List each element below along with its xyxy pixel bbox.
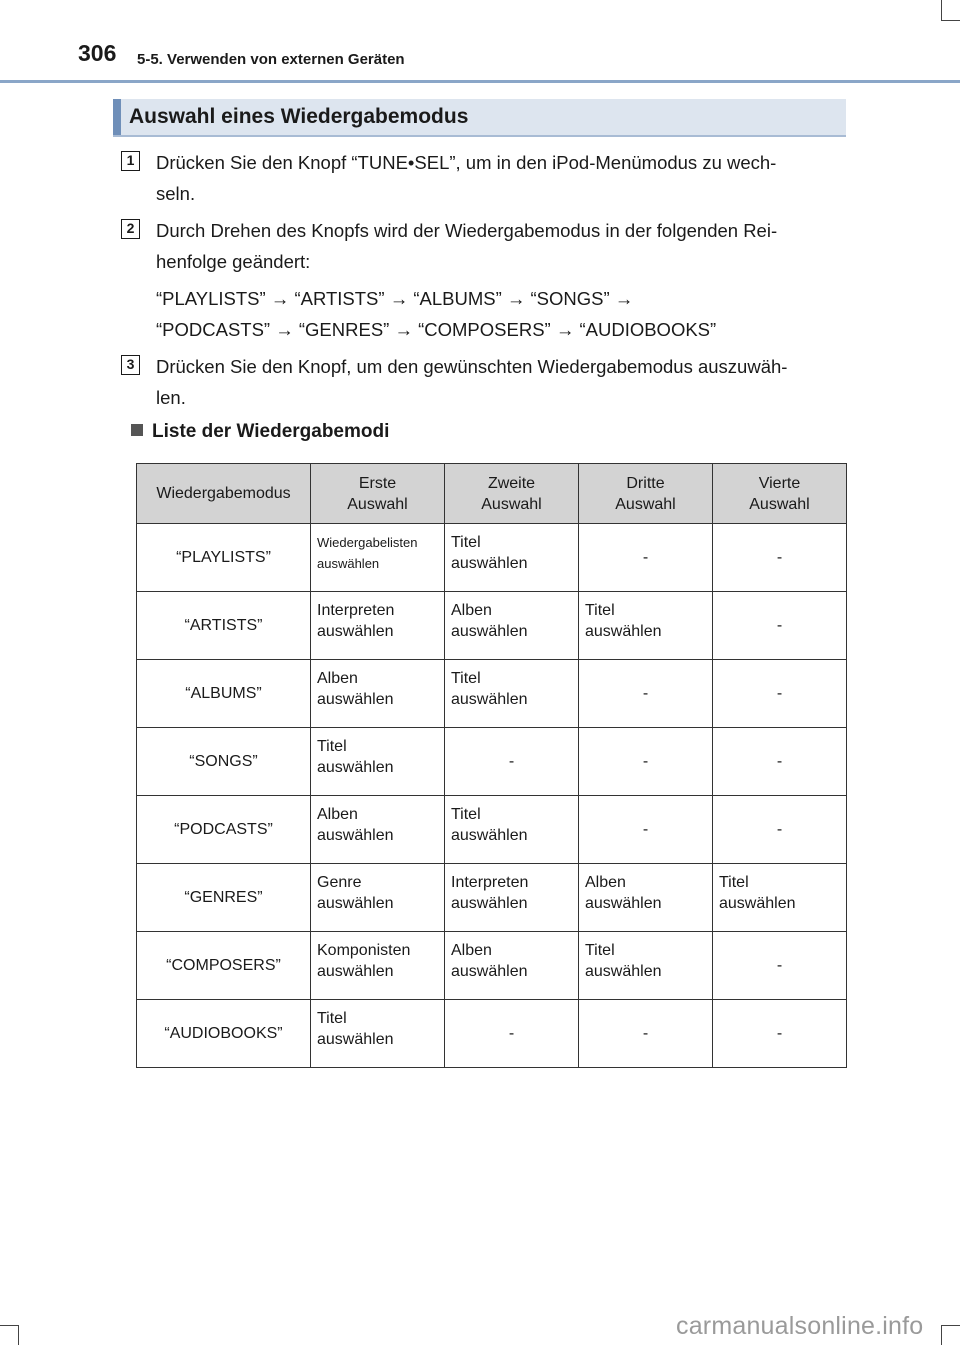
table-cell: Titel auswählen bbox=[445, 524, 579, 592]
column-header: Wiedergabemodus bbox=[137, 464, 311, 524]
table-cell: - bbox=[579, 1000, 713, 1068]
table-cell: Interpreten auswählen bbox=[445, 864, 579, 932]
table-cell: Wiedergabelisten auswählen bbox=[311, 524, 445, 592]
table-header-row bbox=[137, 464, 847, 524]
section-title: Auswahl eines Wiedergabemodus bbox=[129, 105, 469, 128]
running-head: 5-5. Verwenden von externen Geräten bbox=[137, 51, 405, 68]
mode-cell: “AUDIOBOOKS” bbox=[137, 1000, 311, 1068]
column-header: Vierte Auswahl bbox=[713, 464, 847, 524]
step-line: henfolge geändert: bbox=[156, 251, 311, 272]
crop-mark bbox=[941, 0, 942, 20]
step-number-badge: 2 bbox=[121, 219, 140, 239]
table-row bbox=[137, 728, 847, 796]
table-cell: - bbox=[579, 524, 713, 592]
header-rule bbox=[0, 80, 960, 83]
step-number-badge: 3 bbox=[121, 355, 140, 375]
table-row bbox=[137, 524, 847, 592]
crop-mark bbox=[941, 1325, 942, 1345]
mode-cell: “SONGS” bbox=[137, 728, 311, 796]
table-row bbox=[137, 932, 847, 1000]
mode-cell: “ARTISTS” bbox=[137, 592, 311, 660]
watermark: carmanualsonline.info bbox=[676, 1312, 924, 1340]
table-cell: - bbox=[713, 1000, 847, 1068]
page-number: 306 bbox=[78, 40, 117, 66]
step-line: Drücken Sie den Knopf, um den gewünschten Wiedergabemodus auszuwäh- bbox=[156, 356, 788, 377]
table-cell: Titel auswählen bbox=[445, 660, 579, 728]
table-cell: - bbox=[713, 728, 847, 796]
table-row bbox=[137, 864, 847, 932]
sequence-line: “PODCASTS” → “GENRES” → “COMPOSERS” → “AUDIOBOOKS” bbox=[156, 319, 717, 340]
step-line: Durch Drehen des Knopfs wird der Wiedergabemodus in der folgenden Rei- bbox=[156, 220, 778, 241]
column-header: Erste Auswahl bbox=[311, 464, 445, 524]
table-cell: Alben auswählen bbox=[311, 660, 445, 728]
table-cell: Genre auswählen bbox=[311, 864, 445, 932]
table-cell: Interpreten auswählen bbox=[311, 592, 445, 660]
mode-cell: “COMPOSERS” bbox=[137, 932, 311, 1000]
table-cell: - bbox=[445, 1000, 579, 1068]
table-cell: Titel auswählen bbox=[579, 592, 713, 660]
subheading bbox=[131, 421, 389, 443]
table-cell: Komponisten auswählen bbox=[311, 932, 445, 1000]
step-line: Drücken Sie den Knopf “TUNE•SEL”, um in den iPod-Menümodus zu wech- bbox=[156, 152, 777, 173]
table-cell: Titel auswählen bbox=[311, 728, 445, 796]
step-line: seln. bbox=[156, 183, 196, 204]
step-text bbox=[156, 147, 846, 209]
table-row bbox=[137, 660, 847, 728]
step-text bbox=[156, 215, 846, 277]
column-header: Dritte Auswahl bbox=[579, 464, 713, 524]
crop-mark bbox=[18, 1325, 19, 1345]
table-cell: - bbox=[713, 592, 847, 660]
subheading-text: Liste der Wiedergabemodi bbox=[152, 421, 390, 442]
step-line: len. bbox=[156, 387, 186, 408]
table-cell: Titel auswählen bbox=[579, 932, 713, 1000]
table-row bbox=[137, 592, 847, 660]
crop-mark bbox=[0, 1325, 19, 1326]
table-cell: Alben auswählen bbox=[445, 592, 579, 660]
table-cell: Titel auswählen bbox=[445, 796, 579, 864]
section-heading-bar bbox=[113, 99, 846, 137]
mode-cell: “PODCASTS” bbox=[137, 796, 311, 864]
step-number-badge: 1 bbox=[121, 151, 140, 171]
table-cell: - bbox=[713, 932, 847, 1000]
table-row bbox=[137, 1000, 847, 1068]
table-cell: Alben auswählen bbox=[311, 796, 445, 864]
square-bullet-icon bbox=[131, 424, 143, 436]
crop-mark bbox=[941, 1325, 960, 1326]
table-cell: Alben auswählen bbox=[579, 864, 713, 932]
table-cell: Titel auswählen bbox=[311, 1000, 445, 1068]
mode-sequence bbox=[156, 283, 846, 345]
table-cell: - bbox=[579, 728, 713, 796]
column-header: Zweite Auswahl bbox=[445, 464, 579, 524]
step-text bbox=[156, 351, 846, 413]
crop-mark bbox=[941, 20, 960, 21]
table-cell: - bbox=[713, 796, 847, 864]
sequence-line: “PLAYLISTS” → “ARTISTS” → “ALBUMS” → “SONGS” → bbox=[156, 288, 634, 309]
section-accent bbox=[113, 99, 121, 135]
mode-cell: “PLAYLISTS” bbox=[137, 524, 311, 592]
table-cell: - bbox=[579, 660, 713, 728]
mode-cell: “GENRES” bbox=[137, 864, 311, 932]
table-cell: Alben auswählen bbox=[445, 932, 579, 1000]
table-cell: - bbox=[445, 728, 579, 796]
playback-modes-table bbox=[136, 463, 847, 1068]
table-cell: - bbox=[713, 524, 847, 592]
table-row bbox=[137, 796, 847, 864]
table-cell: - bbox=[579, 796, 713, 864]
mode-cell: “ALBUMS” bbox=[137, 660, 311, 728]
table-cell: Titel auswählen bbox=[713, 864, 847, 932]
table-cell: - bbox=[713, 660, 847, 728]
